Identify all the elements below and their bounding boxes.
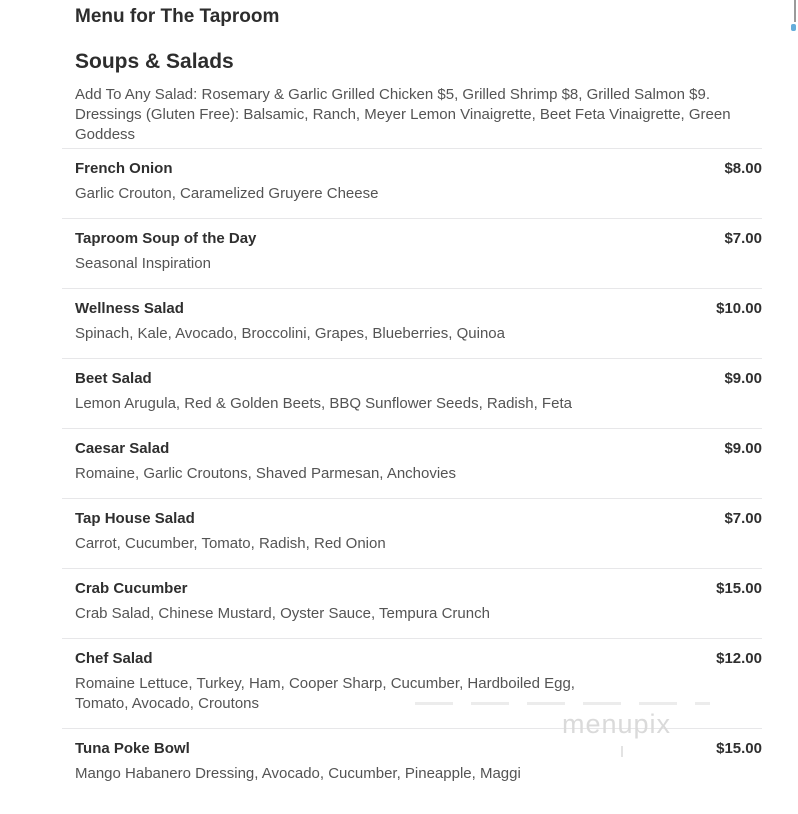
edge-fragment-line	[794, 0, 796, 22]
menu-item-row	[62, 580, 762, 597]
menu-item-row	[62, 160, 762, 177]
menu-item-row	[62, 370, 762, 387]
item-name: Crab Cucumber	[75, 580, 188, 597]
item-description	[62, 254, 762, 274]
section-note	[62, 85, 762, 149]
menu-item	[62, 359, 762, 429]
section-heading: Soups & Salads	[75, 50, 234, 73]
menu-item	[62, 729, 762, 798]
item-name: Caesar Salad	[75, 440, 170, 457]
item-description-line: Spinach, Kale, Avocado, Broccolini, Grapes, Blueberries, Quinoa	[75, 325, 505, 342]
item-description-line: Romaine Lettuce, Turkey, Ham, Cooper Sharp, Cucumber, Hardboiled Egg,	[75, 675, 575, 692]
item-description-line: Crab Salad, Chinese Mustard, Oyster Sauce, Tempura Crunch	[75, 605, 490, 622]
item-price: $15.00	[716, 740, 762, 757]
item-description	[62, 674, 762, 714]
menu-item-row	[62, 650, 762, 667]
menu-item	[62, 149, 762, 219]
item-description-line: Carrot, Cucumber, Tomato, Radish, Red Onion	[75, 535, 386, 552]
item-price: $7.00	[724, 230, 762, 247]
item-name: Chef Salad	[75, 650, 153, 667]
item-price: $8.00	[724, 160, 762, 177]
item-description-line: Romaine, Garlic Croutons, Shaved Parmesan, Anchovies	[75, 465, 457, 482]
menu-item	[62, 639, 762, 729]
item-description	[62, 604, 762, 624]
section-note-line: Add To Any Salad: Rosemary & Garlic Grilled Chicken $5, Grilled Shrimp $8, Grilled Salmon $9.	[75, 86, 711, 103]
item-price: $10.00	[716, 300, 762, 317]
item-description-line: Tomato, Avocado, Croutons	[75, 695, 259, 712]
item-name: Beet Salad	[75, 370, 152, 387]
menu-page	[62, 0, 762, 798]
item-description	[62, 464, 762, 484]
item-price: $7.00	[724, 510, 762, 527]
section-note-line: Goddess	[75, 126, 136, 143]
item-description	[62, 764, 762, 784]
section-note-line: Dressings (Gluten Free): Balsamic, Ranch, Meyer Lemon Vinaigrette, Beet Feta Vinaigrette, Green	[75, 106, 731, 123]
menu-item-row	[62, 300, 762, 317]
menu-item	[62, 569, 762, 639]
item-name: Taproom Soup of the Day	[75, 230, 257, 247]
menu-item-row	[62, 740, 762, 757]
item-price: $9.00	[724, 370, 762, 387]
item-description	[62, 394, 762, 414]
watermark-text: menupix	[562, 709, 672, 739]
item-price: $9.00	[724, 440, 762, 457]
item-description-line: Seasonal Inspiration	[75, 255, 211, 272]
menu-item	[62, 219, 762, 289]
menu-item-row	[62, 440, 762, 457]
item-name: French Onion	[75, 160, 173, 177]
item-description-line: Lemon Arugula, Red & Golden Beets, BBQ Sunflower Seeds, Radish, Feta	[75, 395, 572, 412]
item-name: Tuna Poke Bowl	[75, 740, 190, 757]
item-description-line: Garlic Crouton, Caramelized Gruyere Cheese	[75, 185, 379, 202]
item-description	[62, 324, 762, 344]
menu-item	[62, 429, 762, 499]
item-price: $12.00	[716, 650, 762, 667]
menu-item-row	[62, 510, 762, 527]
item-name: Tap House Salad	[75, 510, 195, 527]
menu-item	[62, 289, 762, 359]
item-description	[62, 534, 762, 554]
edge-fragment-dot	[791, 24, 796, 31]
menu-item-list	[62, 149, 762, 798]
item-description-line: Mango Habanero Dressing, Avocado, Cucumber, Pineapple, Maggi	[75, 765, 521, 782]
menu-item-row	[62, 230, 762, 247]
page-title: Menu for The Taproom	[75, 6, 280, 27]
item-description	[62, 184, 762, 204]
item-price: $15.00	[716, 580, 762, 597]
menu-item	[62, 499, 762, 569]
item-name: Wellness Salad	[75, 300, 184, 317]
